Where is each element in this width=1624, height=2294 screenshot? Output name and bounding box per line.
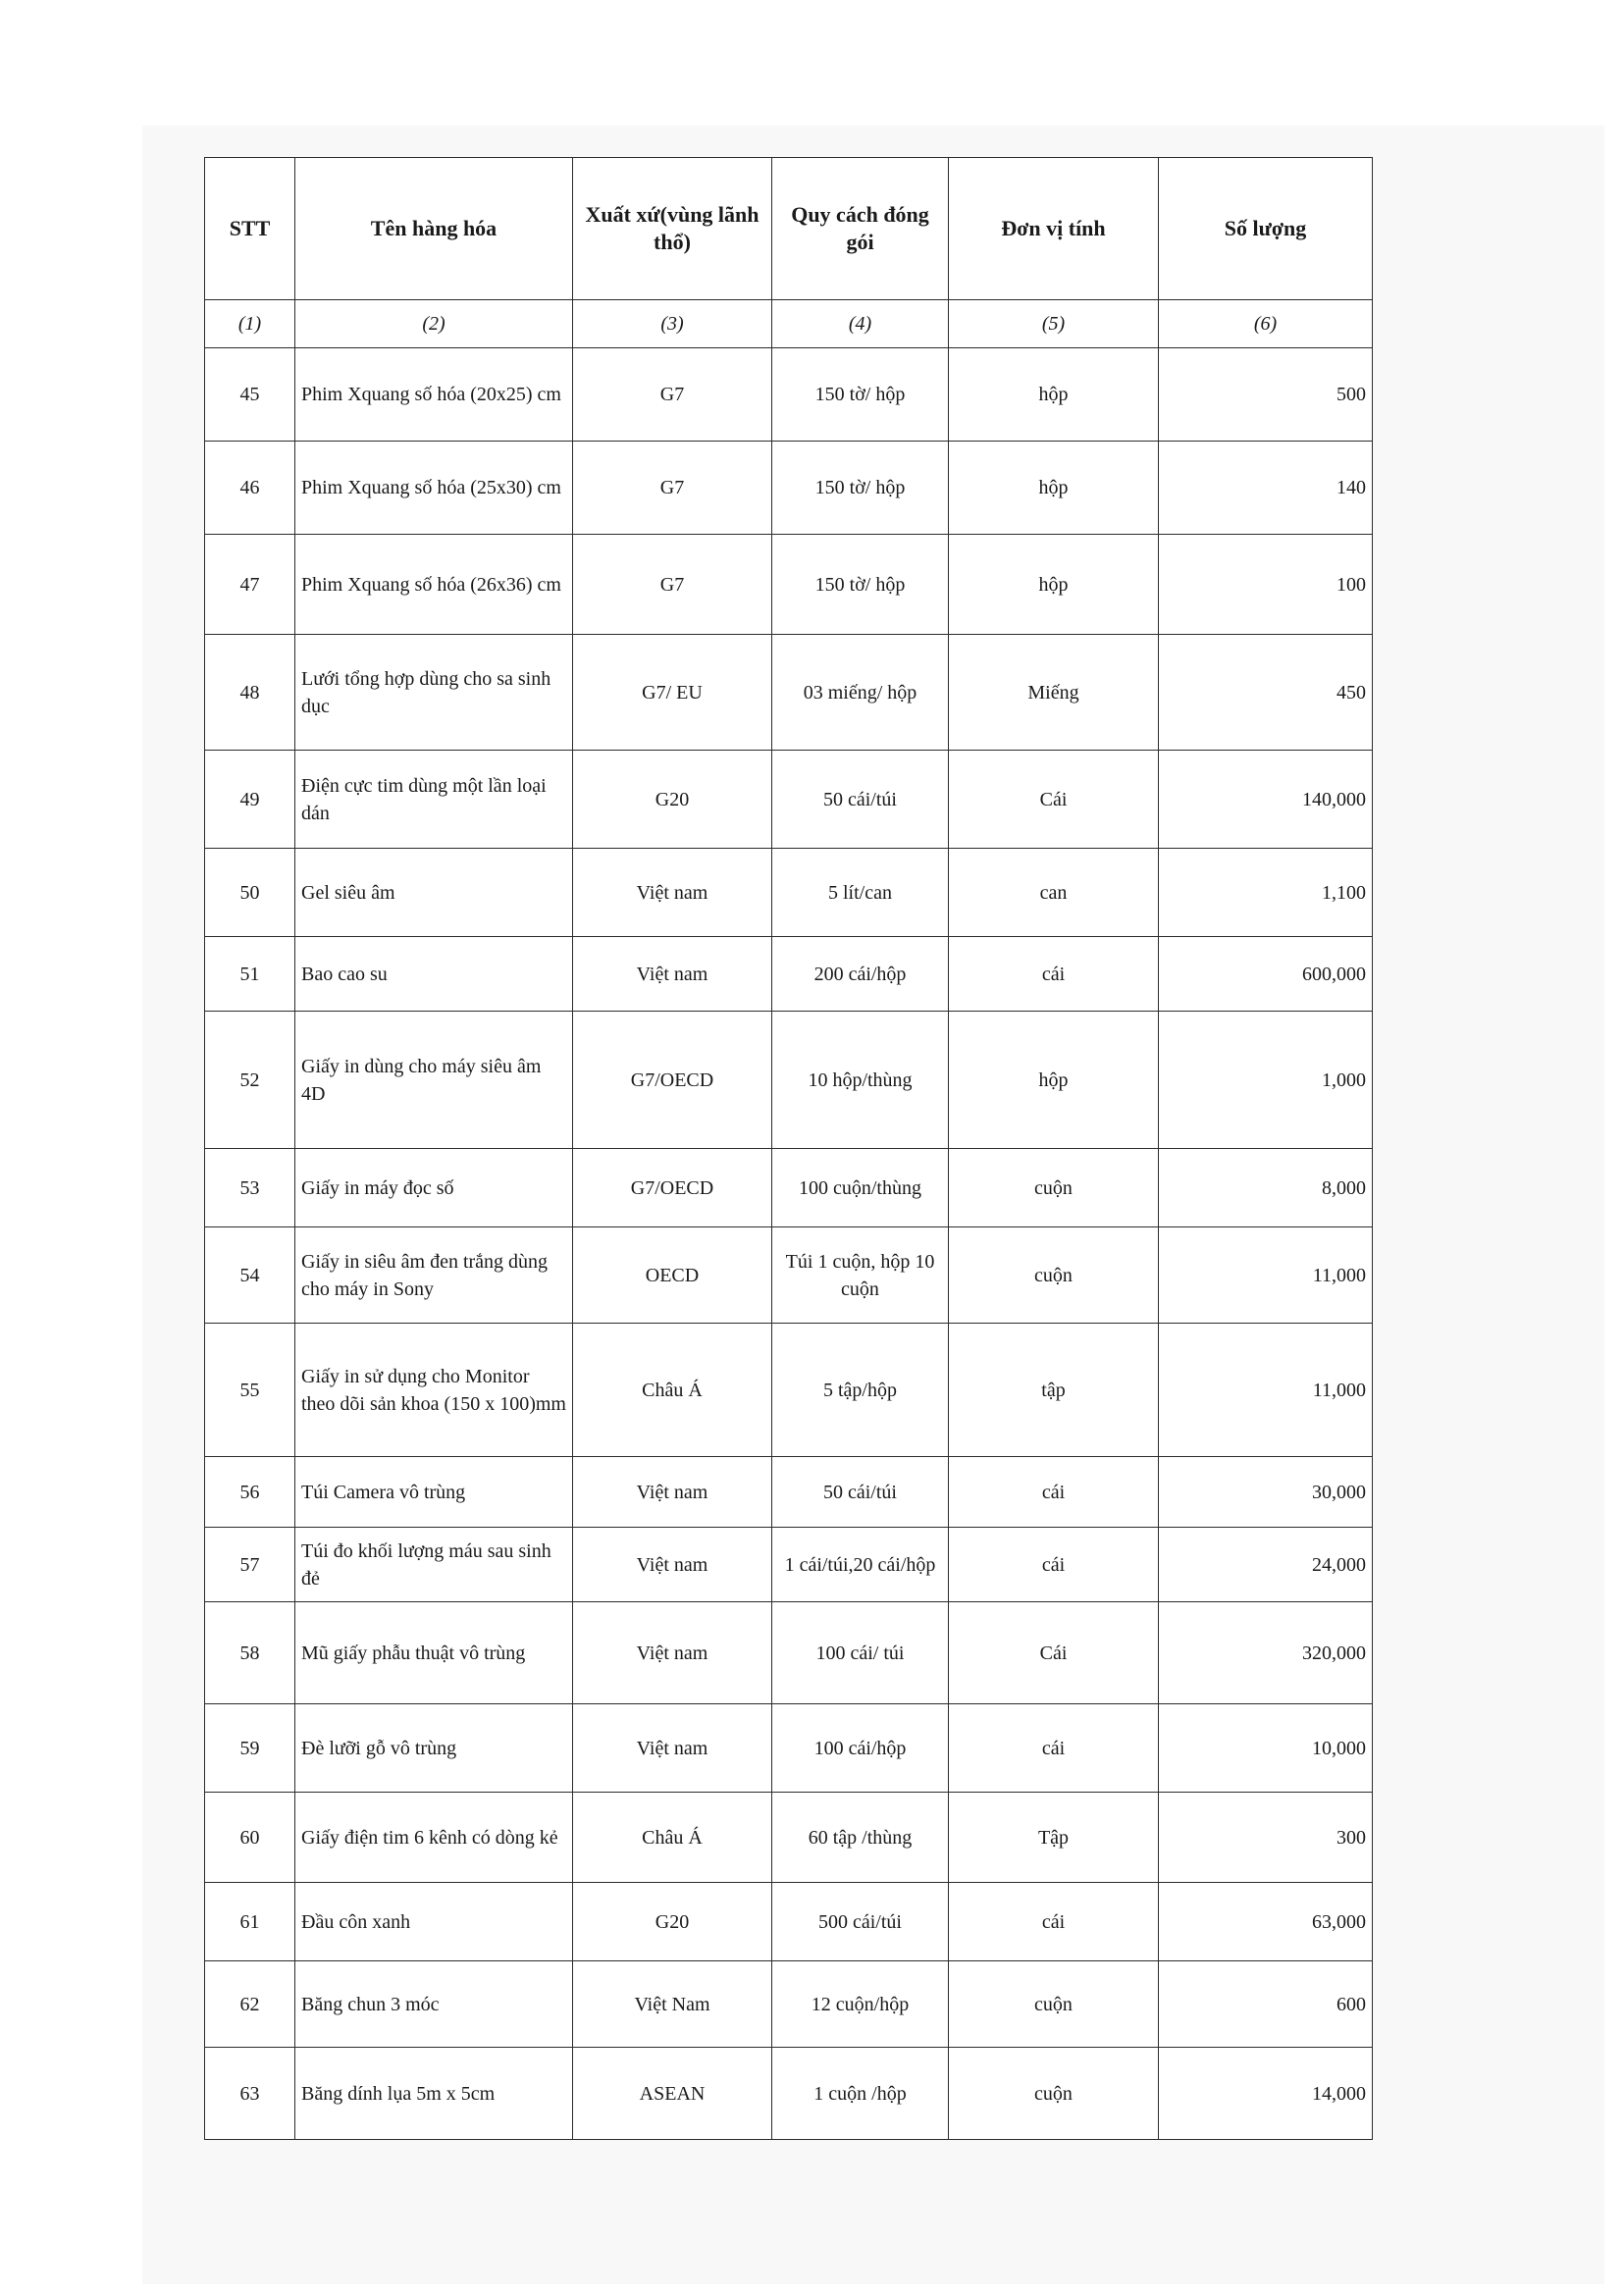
cell-name: Mũ giấy phẫu thuật vô trùng bbox=[295, 1602, 573, 1704]
header-row bbox=[205, 158, 1373, 300]
header-unit: Đơn vị tính bbox=[949, 158, 1159, 300]
cell-origin: Việt nam bbox=[573, 1528, 772, 1602]
table-row bbox=[205, 1602, 1373, 1704]
cell-stt: 59 bbox=[205, 1704, 295, 1793]
table-row bbox=[205, 1457, 1373, 1528]
cell-unit: Tập bbox=[949, 1793, 1159, 1883]
cell-stt: 55 bbox=[205, 1324, 295, 1457]
cell-origin: Việt nam bbox=[573, 937, 772, 1012]
table-row bbox=[205, 442, 1373, 535]
cell-origin: G20 bbox=[573, 1883, 772, 1961]
cell-qty: 8,000 bbox=[1159, 1149, 1373, 1227]
cell-qty: 140 bbox=[1159, 442, 1373, 535]
cell-packing: 150 tờ/ hộp bbox=[772, 442, 949, 535]
cell-stt: 56 bbox=[205, 1457, 295, 1528]
cell-qty: 600 bbox=[1159, 1961, 1373, 2048]
header-origin: Xuất xứ(vùng lãnh thổ) bbox=[573, 158, 772, 300]
cell-unit: cuộn bbox=[949, 1227, 1159, 1324]
cell-stt: 61 bbox=[205, 1883, 295, 1961]
cell-origin: G7/OECD bbox=[573, 1149, 772, 1227]
cell-qty: 600,000 bbox=[1159, 937, 1373, 1012]
cell-qty: 63,000 bbox=[1159, 1883, 1373, 1961]
cell-unit: can bbox=[949, 849, 1159, 937]
cell-stt: 63 bbox=[205, 2048, 295, 2140]
cell-packing: Túi 1 cuộn, hộp 10 cuộn bbox=[772, 1227, 949, 1324]
cell-packing: 12 cuộn/hộp bbox=[772, 1961, 949, 2048]
cell-unit: cái bbox=[949, 1883, 1159, 1961]
cell-stt: 60 bbox=[205, 1793, 295, 1883]
cell-qty: 140,000 bbox=[1159, 751, 1373, 849]
cell-unit: cái bbox=[949, 1457, 1159, 1528]
cell-name: Băng chun 3 móc bbox=[295, 1961, 573, 2048]
table-row bbox=[205, 1149, 1373, 1227]
cell-unit: cái bbox=[949, 937, 1159, 1012]
cell-origin: Châu Á bbox=[573, 1324, 772, 1457]
index-1: (1) bbox=[205, 300, 295, 348]
cell-origin: G7 bbox=[573, 348, 772, 442]
cell-origin: Việt nam bbox=[573, 1457, 772, 1528]
cell-stt: 51 bbox=[205, 937, 295, 1012]
table-row bbox=[205, 1324, 1373, 1457]
cell-stt: 53 bbox=[205, 1149, 295, 1227]
cell-unit: cuộn bbox=[949, 2048, 1159, 2140]
cell-name: Giấy in siêu âm đen trắng dùng cho máy in Sony bbox=[295, 1227, 573, 1324]
cell-name: Giấy in sử dụng cho Monitor theo dõi sản khoa (150 x 100)mm bbox=[295, 1324, 573, 1457]
cell-packing: 5 tập/hộp bbox=[772, 1324, 949, 1457]
cell-packing: 5 lít/can bbox=[772, 849, 949, 937]
cell-origin: Việt nam bbox=[573, 1602, 772, 1704]
cell-qty: 450 bbox=[1159, 635, 1373, 751]
cell-packing: 1 cuộn /hộp bbox=[772, 2048, 949, 2140]
cell-qty: 1,100 bbox=[1159, 849, 1373, 937]
table-row bbox=[205, 849, 1373, 937]
index-3: (3) bbox=[573, 300, 772, 348]
cell-unit: Miếng bbox=[949, 635, 1159, 751]
cell-origin: G7 bbox=[573, 442, 772, 535]
table-row bbox=[205, 1012, 1373, 1149]
table-row bbox=[205, 1793, 1373, 1883]
cell-packing: 10 hộp/thùng bbox=[772, 1012, 949, 1149]
cell-qty: 11,000 bbox=[1159, 1227, 1373, 1324]
cell-origin: OECD bbox=[573, 1227, 772, 1324]
cell-qty: 1,000 bbox=[1159, 1012, 1373, 1149]
cell-name: Phim Xquang số hóa (25x30) cm bbox=[295, 442, 573, 535]
cell-origin: ASEAN bbox=[573, 2048, 772, 2140]
cell-packing: 500 cái/túi bbox=[772, 1883, 949, 1961]
cell-unit: cái bbox=[949, 1704, 1159, 1793]
cell-name: Đè lưỡi gỗ vô trùng bbox=[295, 1704, 573, 1793]
cell-packing: 60 tập /thùng bbox=[772, 1793, 949, 1883]
cell-name: Đầu côn xanh bbox=[295, 1883, 573, 1961]
cell-name: Lưới tổng hợp dùng cho sa sinh dục bbox=[295, 635, 573, 751]
cell-unit: cuộn bbox=[949, 1961, 1159, 2048]
cell-origin: G7/OECD bbox=[573, 1012, 772, 1149]
cell-packing: 03 miếng/ hộp bbox=[772, 635, 949, 751]
cell-stt: 46 bbox=[205, 442, 295, 535]
cell-qty: 320,000 bbox=[1159, 1602, 1373, 1704]
table-row bbox=[205, 1961, 1373, 2048]
cell-name: Giấy in dùng cho máy siêu âm 4D bbox=[295, 1012, 573, 1149]
cell-name: Bao cao su bbox=[295, 937, 573, 1012]
header-qty: Số lượng bbox=[1159, 158, 1373, 300]
cell-unit: cuộn bbox=[949, 1149, 1159, 1227]
cell-name: Gel siêu âm bbox=[295, 849, 573, 937]
cell-name: Giấy in máy đọc số bbox=[295, 1149, 573, 1227]
table-row bbox=[205, 2048, 1373, 2140]
cell-stt: 49 bbox=[205, 751, 295, 849]
cell-origin: Việt nam bbox=[573, 1704, 772, 1793]
cell-stt: 45 bbox=[205, 348, 295, 442]
header-name: Tên hàng hóa bbox=[295, 158, 573, 300]
index-5: (5) bbox=[949, 300, 1159, 348]
cell-name: Điện cực tim dùng một lần loại dán bbox=[295, 751, 573, 849]
goods-table bbox=[204, 157, 1373, 2140]
table-row bbox=[205, 348, 1373, 442]
cell-qty: 11,000 bbox=[1159, 1324, 1373, 1457]
table-row bbox=[205, 1528, 1373, 1602]
table-row bbox=[205, 751, 1373, 849]
cell-stt: 47 bbox=[205, 535, 295, 635]
cell-qty: 300 bbox=[1159, 1793, 1373, 1883]
cell-packing: 100 cuộn/thùng bbox=[772, 1149, 949, 1227]
table-row bbox=[205, 1227, 1373, 1324]
cell-qty: 24,000 bbox=[1159, 1528, 1373, 1602]
table-row bbox=[205, 1704, 1373, 1793]
cell-name: Giấy điện tim 6 kênh có dòng kẻ bbox=[295, 1793, 573, 1883]
table-row bbox=[205, 937, 1373, 1012]
cell-origin: G7/ EU bbox=[573, 635, 772, 751]
cell-qty: 500 bbox=[1159, 348, 1373, 442]
index-4: (4) bbox=[772, 300, 949, 348]
cell-name: Phim Xquang số hóa (20x25) cm bbox=[295, 348, 573, 442]
cell-stt: 48 bbox=[205, 635, 295, 751]
cell-name: Túi Camera vô trùng bbox=[295, 1457, 573, 1528]
header-stt: STT bbox=[205, 158, 295, 300]
cell-packing: 100 cái/hộp bbox=[772, 1704, 949, 1793]
cell-qty: 10,000 bbox=[1159, 1704, 1373, 1793]
table-row bbox=[205, 1883, 1373, 1961]
cell-stt: 57 bbox=[205, 1528, 295, 1602]
cell-unit: hộp bbox=[949, 442, 1159, 535]
cell-qty: 100 bbox=[1159, 535, 1373, 635]
cell-packing: 50 cái/túi bbox=[772, 751, 949, 849]
cell-name: Phim Xquang số hóa (26x36) cm bbox=[295, 535, 573, 635]
cell-origin: G7 bbox=[573, 535, 772, 635]
cell-origin: Châu Á bbox=[573, 1793, 772, 1883]
cell-stt: 52 bbox=[205, 1012, 295, 1149]
cell-packing: 1 cái/túi,20 cái/hộp bbox=[772, 1528, 949, 1602]
index-2: (2) bbox=[295, 300, 573, 348]
cell-stt: 62 bbox=[205, 1961, 295, 2048]
cell-unit: hộp bbox=[949, 348, 1159, 442]
cell-qty: 14,000 bbox=[1159, 2048, 1373, 2140]
index-6: (6) bbox=[1159, 300, 1373, 348]
cell-name: Băng dính lụa 5m x 5cm bbox=[295, 2048, 573, 2140]
cell-unit: hộp bbox=[949, 535, 1159, 635]
cell-unit: cái bbox=[949, 1528, 1159, 1602]
table-row bbox=[205, 635, 1373, 751]
cell-name: Túi đo khối lượng máu sau sinh đẻ bbox=[295, 1528, 573, 1602]
cell-origin: G20 bbox=[573, 751, 772, 849]
cell-unit: Cái bbox=[949, 1602, 1159, 1704]
cell-stt: 54 bbox=[205, 1227, 295, 1324]
cell-unit: Cái bbox=[949, 751, 1159, 849]
cell-origin: Việt nam bbox=[573, 849, 772, 937]
cell-unit: tập bbox=[949, 1324, 1159, 1457]
cell-stt: 58 bbox=[205, 1602, 295, 1704]
cell-unit: hộp bbox=[949, 1012, 1159, 1149]
table-row bbox=[205, 535, 1373, 635]
cell-stt: 50 bbox=[205, 849, 295, 937]
column-index-row bbox=[205, 300, 1373, 348]
cell-origin: Việt Nam bbox=[573, 1961, 772, 2048]
cell-packing: 150 tờ/ hộp bbox=[772, 348, 949, 442]
cell-packing: 200 cái/hộp bbox=[772, 937, 949, 1012]
cell-packing: 150 tờ/ hộp bbox=[772, 535, 949, 635]
cell-qty: 30,000 bbox=[1159, 1457, 1373, 1528]
cell-packing: 50 cái/túi bbox=[772, 1457, 949, 1528]
header-packing: Quy cách đóng gói bbox=[772, 158, 949, 300]
cell-packing: 100 cái/ túi bbox=[772, 1602, 949, 1704]
